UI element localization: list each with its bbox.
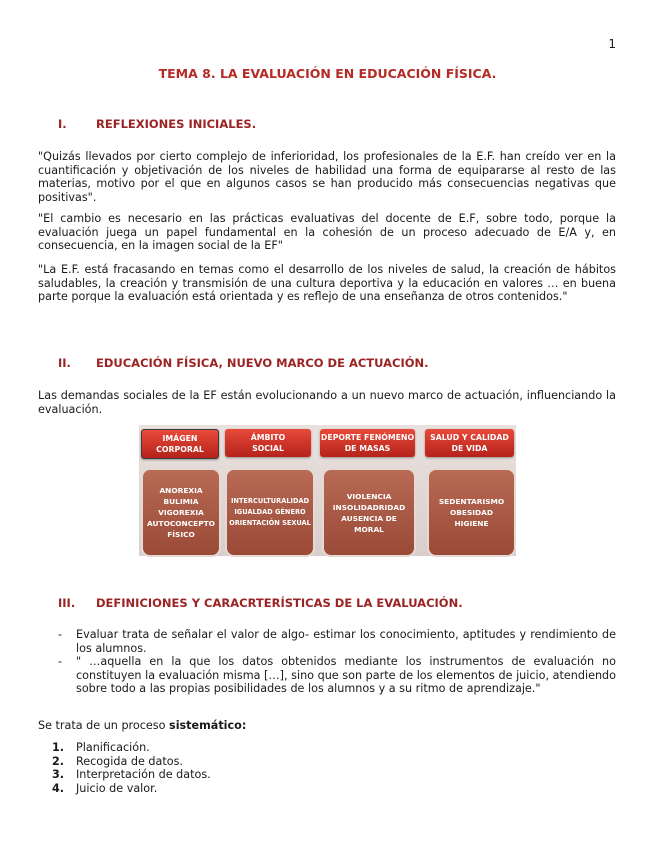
category-label-line: ÁMBITO <box>250 433 286 442</box>
category-label-line: DE VIDA <box>451 444 488 453</box>
diagram-category <box>225 429 311 457</box>
box-item: VIGOREXIA <box>158 508 204 517</box>
section-number: II. <box>58 356 71 370</box>
process-steps-list <box>52 741 211 795</box>
section-heading-2 <box>58 356 429 370</box>
section-heading-1 <box>58 117 256 131</box>
quote-paragraph: "Quizás llevados por cierto complejo de inferioridad, los profesionales de la E.F. han creído ver en la cuantificación y objetivación de los niveles de habilidad una forma de equipararse al resto de las materias, motivo por el que en algunos casos se han producido más consecuencias negativas que positivas". <box>38 150 616 204</box>
box-item: INTERCULTURALIDAD <box>230 497 310 505</box>
box-item: ORIENTACIÓN SEXUAL <box>229 519 311 527</box>
box-item: OBESIDAD <box>449 508 494 517</box>
document-title: TEMA 8. LA EVALUACIÓN EN EDUCACIÓN FÍSICA. <box>158 66 497 81</box>
box-item: AUSENCIA DE <box>341 513 397 523</box>
box-item: FÍSICO <box>167 530 195 539</box>
box-item: SEDENTARISMO <box>438 497 505 506</box>
section-number: I. <box>58 117 67 131</box>
list-item-text: Evaluar trata de señalar el valor de algo- estimar los conocimiento, aptitudes y rendimiento de los alumnos. <box>76 628 616 655</box>
section-heading-3 <box>58 596 463 610</box>
page-number: 1 <box>608 37 616 51</box>
box-item: MORAL <box>354 524 384 534</box>
box-item: AUTOCONCEPTO <box>147 519 215 528</box>
diagram-category <box>425 429 514 457</box>
process-intro-text: Se trata de un proceso <box>38 719 170 732</box>
list-item: - Evaluar trata de señalar el valor de algo- estimar los conocimiento, aptitudes y rendimiento de los alumnos. <box>58 628 616 655</box>
process-intro <box>38 719 616 733</box>
category-label-line: DE MASAS <box>344 444 391 453</box>
diagram-box <box>427 468 516 557</box>
box-item: INSOLIDADRIDAD <box>332 502 406 512</box>
step-text: Planificación. <box>76 741 150 754</box>
box-item: HIGIENE <box>454 519 489 528</box>
diagram-category <box>141 429 219 459</box>
category-label-line: CORPORAL <box>156 445 204 454</box>
category-label-line: IMÁGEN <box>162 434 198 443</box>
section-number: III. <box>58 596 76 610</box>
box-item: ANOREXIA <box>159 486 203 495</box>
step-text: Recogida de datos. <box>76 754 183 768</box>
list-item-text: " …aquella en la que los datos obtenidos mediante los instrumentos de evaluación no constituyen la evaluación misma […], sino que son parte de los elementos de juicio, atendiendo sobre todo a las propias posibilidades de los alumnos y a su ritmo de aprendizaje." <box>76 655 616 695</box>
box-item: IGUALDAD GÉNERO <box>234 508 306 516</box>
list-item <box>52 782 211 796</box>
list-item: - " …aquella en la que los datos obtenidos mediante los instrumentos de evaluación no constituyen la evaluación misma […], sino que son parte de los elementos de juicio, atendiendo sobre todo a las propias posibilidades de los alumnos y a su ritmo de aprendizaje." <box>58 655 616 695</box>
step-text: Juicio de valor. <box>76 781 158 795</box>
section-title: REFLEXIONES INICIALES. <box>96 117 257 131</box>
section-title: EDUCACIÓN FÍSICA, NUEVO MARCO DE ACTUACIÓN. <box>96 356 429 370</box>
definitions-list <box>58 628 616 696</box>
category-label-line: DEPORTE FENÓMENO <box>320 433 415 442</box>
step-number: 3. <box>52 768 65 781</box>
diagram-box <box>141 468 221 557</box>
quote-paragraph: "El cambio es necesario en las prácticas evaluativas del docente de E.F, sobre todo, porque la evaluación juega un papel fundamental en la cohesión de un proceso adecuado de E/A y, en consecuencia, en la imagen social de la EF" <box>38 212 616 252</box>
list-item <box>52 741 211 755</box>
step-number: 4. <box>52 781 65 795</box>
list-item <box>52 755 211 769</box>
category-label-line: SOCIAL <box>252 444 284 453</box>
diagram-box <box>225 468 315 557</box>
section-title: DEFINICIONES Y CARACRTERÍSTICAS DE LA EVALUACIÓN. <box>96 596 463 610</box>
step-number: 1. <box>52 741 65 754</box>
process-intro-bold: sistemático: <box>169 719 247 732</box>
list-item <box>52 768 211 782</box>
diagram-category <box>320 429 415 457</box>
step-text: Interpretación de datos. <box>76 768 211 781</box>
diagram-box <box>322 468 416 557</box>
box-item: VIOLENCIA <box>346 491 392 501</box>
step-number: 2. <box>52 754 65 768</box>
box-item: BULIMIA <box>163 497 199 506</box>
quote-paragraph: "La E.F. está fracasando en temas como el desarrollo de los niveles de salud, la creación de hábitos saludables, la creación y transmisión de una cultura deportiva y la educación en valores … en buena parte porque la evaluación está orientada y es reflejo de una enseñanza de otros contenidos." <box>38 263 616 303</box>
section-paragraph: Las demandas sociales de la EF están evolucionando a un nuevo marco de actuación, influenciando la evaluación. <box>38 389 616 416</box>
category-label-line: SALUD Y CALIDAD <box>430 433 509 442</box>
social-demands-diagram <box>139 425 516 556</box>
